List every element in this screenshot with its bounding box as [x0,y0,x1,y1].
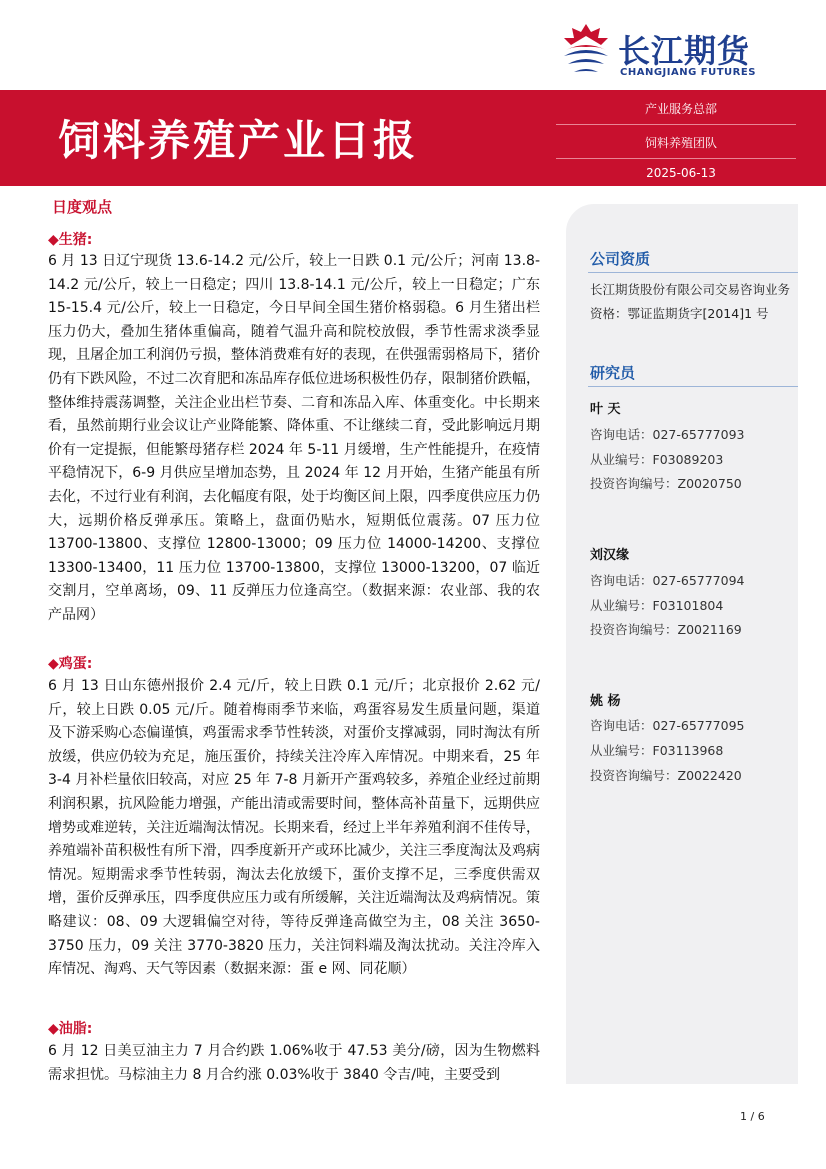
section-text-oil: 6 月 12 日美豆油主力 7 月合约跌 1.06%收于 47.53 美分/磅，因为生物燃料需求担忧。马棕油主力 8 月合约涨 0.03%收于 3840 令吉/吨，主要受到 [48,1043,540,1083]
researcher-license: 从业编号：F03101804 [590,598,724,613]
sidebar-divider [588,272,798,273]
sidebar-qualification-text: 长江期货股份有限公司交易咨询业务资格：鄂证监期货字[2014]1 号 [590,282,791,321]
company-logo [558,22,788,82]
researcher-license: 从业编号：F03089203 [590,452,724,467]
logo-chinese-text: 长江期货 [618,32,751,70]
section-label-oil: ◆油脂: [48,1021,93,1037]
sidebar-researcher-title: 研究员 [590,364,636,382]
sidebar-panel [566,204,798,1084]
logo-english-text: CHANGJIANG FUTURES [620,67,756,78]
sidebar-divider [588,386,798,387]
header-date: 2025-06-13 [646,166,716,180]
researcher-name: 叶 天 [590,402,621,417]
section-label-egg: ◆鸡蛋: [48,656,93,672]
section-title: 日度观点 [52,198,113,216]
sidebar-qualification-title: 公司资质 [590,250,651,268]
researcher-phone: 咨询电话：027-65777093 [590,427,745,442]
header-team: 饲料养殖团队 [644,136,717,150]
researcher-phone: 咨询电话：027-65777094 [590,573,745,588]
researcher-license: 从业编号：F03113968 [590,743,724,758]
section-label-hog: ◆生猪: [48,232,93,248]
researcher-advisor-id: 投资咨询编号：Z0020750 [590,476,742,491]
logo-emblem-icon [558,22,614,80]
researcher-advisor-id: 投资咨询编号：Z0021169 [590,622,742,637]
header-dept: 产业服务总部 [644,102,717,116]
researcher-name: 姚 杨 [590,694,621,709]
researcher-advisor-id: 投资咨询编号：Z0022420 [590,768,742,783]
researcher-phone: 咨询电话：027-65777095 [590,718,745,733]
report-title: 饲料养殖产业日报 [58,116,419,165]
header-divider [556,124,796,125]
header-divider [556,158,796,159]
researcher-name: 刘汉缘 [590,548,630,563]
section-text-egg: 6 月 13 日山东德州报价 2.4 元/斤，较上日跌 0.1 元/斤；北京报价 2.62 元/斤，较上日跌 0.05 元/斤。随着梅雨季节来临，鸡蛋容易发生质量问题，渠道及下游采购心态偏谨慎，鸡蛋需求季节性转淡，对蛋价支撑减弱，同时淘汰有所放缓，供应仍较为充足，施压蛋价，持续关注冷库入库情况。中期来看，25 年 3-4 月补栏量依旧较高，对应 25 年 7-8 月新开产蛋鸡较多，养殖企业经过前期利润积累，抗风险能力增强，产能出清或需要时间，整体高补苗量下，远期供应增势或难逆转，关注近端淘汰情况。长期来看，经过上半年养殖利润不佳传导，养殖端补苗积极性有所下滑，四季度新开产或环比减少，关注三季度淘汰及鸡病情况。短期需求季节性转弱，淘汰去化放缓下，蛋价支撑不足，三季度供需双增，蛋价反弹承压，四季度供应压力或有所缓解，关注近端淘汰及鸡病情况。策略建议：08、09 大逻辑偏空对待，等待反弹逢高做空为主，08 关注 3650-3750 压力，09 关注 3770-3820 压力，关注饲料端及淘汰扰动。关注冷库入库情况、淘鸡、天气等因素（数据来源：蛋 e 网、同花顺） [48,678,540,978]
section-text-hog: 6 月 13 日辽宁现货 13.6-14.2 元/公斤，较上一日跌 0.1 元/公斤；河南 13.8-14.2 元/公斤，较上一日稳定；四川 13.8-14.1 元/公斤，较上一日稳定；广东 15-15.4 元/公斤，较上一日稳定，今日早间全国生猪价格弱稳。6 月生猪出栏压力仍大，叠加生猪体重偏高，随着气温升高和院校放假，季节性需求淡季显现，且屠企加工利润仍亏损，整体消费难有好的表现，在供强需弱格局下，猪价仍有下跌风险，不过二次育肥和冻品库存低位进场积极性仍存，限制猪价跌幅，整体维持震荡调整，关注企业出栏节奏、二育和冻品入库、体重变化。中长期来看，虽然前期行业会议让产业降能繁、降体重、不让继续二育，受此影响远月期价有一定提振，但能繁母猪存栏 2024 年 5-11 月缓增，生产性能提升，在疫情平稳情况下，6-9 月供应呈增加态势，且 2024 年 12 月开始，生猪产能虽有所去化，不过行业有利润，去化幅度有限，处于均衡区间上限，四季度供应压力仍大，远期价格反弹承压。策略上，盘面仍贴水，短期低位震荡。07 压力位 13700-13800、支撑位 12800-13000；09 压力位 14000-14200、支撑位 13300-13400，11 压力位 13700-13800，支撑位 13000-13200，07 临近交割月，空单离场，09、11 反弹压力位逢高空。（数据来源：农业部、我的农产品网） [48,253,540,623]
page-number: 1 / 6 [740,1110,765,1123]
